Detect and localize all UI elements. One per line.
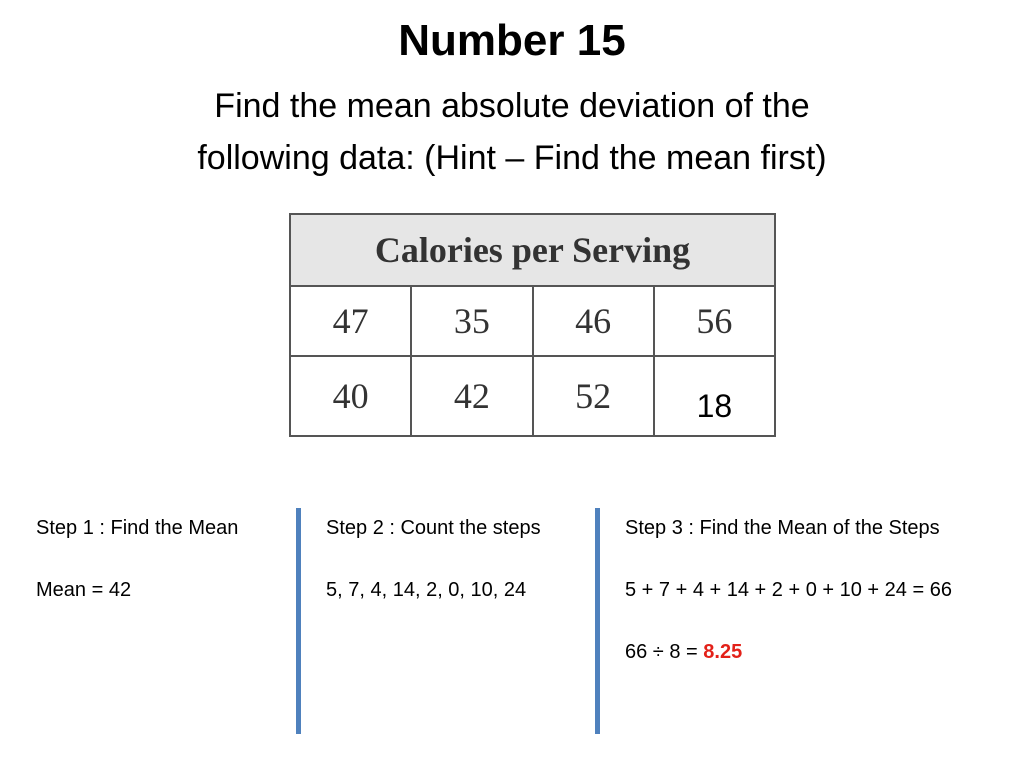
problem-statement-line-1: Find the mean absolute deviation of the: [214, 87, 810, 125]
table-cell: 46: [533, 286, 654, 356]
table-cell-overlay-value: 18: [654, 356, 775, 436]
step-2-result: 5, 7, 4, 14, 2, 0, 10, 24: [326, 579, 527, 601]
table-header: Calories per Serving: [290, 214, 775, 286]
table-cell: 52: [533, 356, 654, 436]
step-1-heading: Step 1 : Find the Mean: [36, 517, 239, 539]
column-divider: [595, 508, 600, 734]
problem-statement: [0, 80, 1024, 184]
step-3-division-prefix: 66 ÷ 8 =: [625, 641, 704, 663]
step-3-sum: 5 + 7 + 4 + 14 + 2 + 0 + 10 + 24 = 66: [625, 579, 952, 601]
final-answer: 8.25: [703, 641, 743, 663]
table-row: [290, 356, 775, 436]
problem-statement-line-2: following data: (Hint – Find the mean first): [197, 139, 827, 177]
table-cell: 56: [654, 286, 775, 356]
table-cell: 47: [290, 286, 411, 356]
step-2-heading: Step 2 : Count the steps: [326, 517, 541, 539]
step-1-column: [36, 514, 238, 638]
step-2-column: [326, 514, 541, 638]
table-row: [290, 286, 775, 356]
slide-title: Number 15: [398, 16, 626, 65]
calories-table: [289, 213, 776, 437]
table-cell: 40: [290, 356, 411, 436]
table-cell: 35: [411, 286, 532, 356]
step-3-heading: Step 3 : Find the Mean of the Steps: [625, 517, 940, 539]
table-cell: 42: [411, 356, 532, 436]
step-3-column: [625, 514, 952, 700]
step-3-division: [625, 638, 952, 666]
table-header-row: [290, 214, 775, 286]
step-1-result: Mean = 42: [36, 579, 132, 601]
column-divider: [296, 508, 301, 734]
